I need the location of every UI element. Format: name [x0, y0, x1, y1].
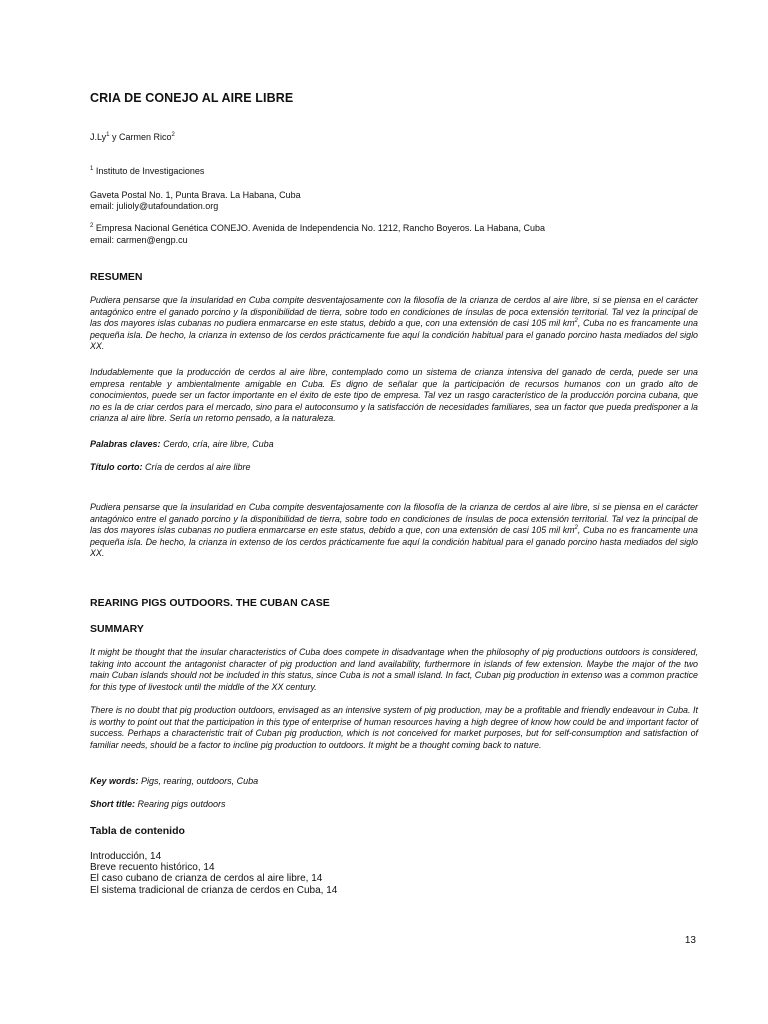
toc-item[interactable]: Introducción, 14 — [90, 851, 162, 862]
summary-paragraph-2: There is no doubt that pig production outdoors, envisaged as an intensive system of pig production, may be a profitable and friendly endeavour in Cuba. It is worthy to point out that the participation in this type of enterprise of human resources having a high degree of know how could be and important factor of success. Perhaps a characteristic trait of Cuban pig production, which is not conceived for market purposes, but for self-consumption and satisfaction of familiar needs, should be a factor to incline pig production to outdoors. It might be a thought coming back to nature. — [90, 705, 698, 750]
titulo-corto-label: Título corto: — [90, 462, 143, 472]
toc-list — [90, 851, 698, 896]
paper-title: CRIA DE CONEJO AL AIRE LIBRE — [90, 91, 294, 105]
toc-item[interactable]: Breve recuento histórico, 14 — [90, 862, 215, 874]
short-title — [90, 799, 698, 809]
affiliation-2-email: email: carmen@engp.cu — [90, 235, 188, 245]
affiliation-1-address: Gaveta Postal No. 1, Punta Brava. La Habana, Cuba — [90, 190, 301, 200]
resumen-heading: RESUMEN — [90, 271, 143, 283]
affiliation-1-email: email: julioly@utafoundation.org — [90, 201, 219, 211]
summary-paragraph-1: It might be thought that the insular characteristics of Cuba does compete in disadvantage when the philosophy of pig productions outdoors is considered, taking into account the antagonist character of pig production and land availability, furthermore in islands of few extension. Maybe the major of the two main Cuban islands should not be included in this status, since Cuba is not a small island. In fact, Cuban pig production in extenso was a common practice for this type of livestock until the middle of the XX century. — [90, 647, 698, 692]
palabras-claves — [90, 439, 698, 449]
repeated-part-a: Pudiera pensarse que la insularidad en Cuba compite desventajosamente con la filosofía de la crianza de cerdos al aire libre, si se piensa en el carácter antagónico entre el ganado porcino y la disponibilidad de tierra, sobre todo en condiciones de ínsulas de poca extensión territorial. Tal vez la principal de las dos mayores islas cubanas no pudiera enmarcarse en este status, debido a que, con una extensión de casi 105 mil km — [90, 502, 698, 536]
titulo-corto — [90, 462, 698, 472]
toc-item[interactable]: El sistema tradicional de crianza de cerdos en Cuba, 14 — [90, 884, 338, 896]
author-joiner: y Carmen Rico — [109, 132, 172, 142]
repeated-superscript: 2 — [574, 525, 578, 532]
affiliation-1-name — [90, 166, 698, 178]
author-line — [90, 132, 698, 142]
english-title: REARING PIGS OUTDOORS. THE CUBAN CASE — [90, 597, 330, 609]
affiliation-2-superscript: 2 — [90, 223, 94, 229]
repeated-paragraph — [90, 502, 698, 560]
palabras-claves-text: Cerdo, cría, aire libre, Cuba — [160, 439, 274, 449]
resumen-paragraph-2: Indudablemente que la producción de cerdos al aire libre, contemplado como un sistema de crianza intensiva del ganado de cerda, puede ser una empresa rentable y ambientalmente amigable en Cuba. Es digno de señalar que la participación de recursos humanos con un grado alto de conocimientos, puede ser un factor importante en el éxito de este tipo de empresa. Tal vez un rasgo característico de la producción porcina cubana, que no es la de criar cerdos para el mercado, sino para el autoconsumo y la satisfacción de necesidades familiares, sea un factor que pueda predisponer a la crianza al aire libre. Sería un retorno pensado, a la naturaleza. — [90, 367, 698, 424]
author-1: J.Ly — [90, 132, 107, 142]
affiliation-2-text: Empresa Nacional Genética CONEJO. Avenida de Independencia No. 1212, Rancho Boyeros. La Habana, Cuba — [93, 223, 545, 233]
summary-heading: SUMMARY — [90, 623, 144, 635]
resumen-p1-part-b: , Cuba no es francamente una pequeña isla. De hecho, la crianza in extenso de los cerdos prácticamente fue aquí la condición habitual para el ganado porcino hasta mediados del siglo XX. — [90, 318, 698, 352]
resumen-p1-part-a: Pudiera pensarse que la insularidad en Cuba compite desventajosamente con la filosofía de la crianza de cerdos al aire libre, si se piensa en el carácter antagónico entre el ganado porcino y la disponibilidad de tierra, sobre todo en condiciones de ínsulas de poca extensión territorial. Tal vez la principal de las dos mayores islas cubanas no pudiera enmarcarse en este status, debido a que, con una extensión de casi 105 mil km — [90, 295, 698, 329]
key-words-text: Pigs, rearing, outdoors, Cuba — [138, 776, 259, 786]
author-1-superscript: 1 — [106, 132, 110, 138]
affiliation-2-line — [90, 223, 698, 235]
author-2-superscript: 2 — [171, 132, 175, 138]
short-title-label: Short title: — [90, 799, 135, 809]
titulo-corto-text: Cría de cerdos al aire libre — [142, 462, 251, 472]
affiliation-1-superscript: 1 — [90, 166, 94, 172]
repeated-part-b: , Cuba no es francamente una pequeña isla. De hecho, la crianza in extenso de los cerdos prácticamente fue aquí la condición habitual para el ganado porcino hasta mediados del siglo XX. — [90, 525, 698, 559]
affiliation-1-text: Instituto de Investigaciones — [93, 166, 205, 176]
toc-heading: Tabla de contenido — [90, 825, 185, 837]
resumen-p1-superscript: 2 — [574, 318, 578, 325]
resumen-paragraph-1 — [90, 295, 698, 353]
key-words-label: Key words: — [90, 776, 139, 786]
palabras-claves-label: Palabras claves: — [90, 439, 161, 449]
page-number: 13 — [684, 935, 696, 946]
key-words — [90, 776, 698, 786]
short-title-text: Rearing pigs outdoors — [135, 799, 226, 809]
toc-item[interactable]: El caso cubano de crianza de cerdos al aire libre, 14 — [90, 873, 323, 885]
